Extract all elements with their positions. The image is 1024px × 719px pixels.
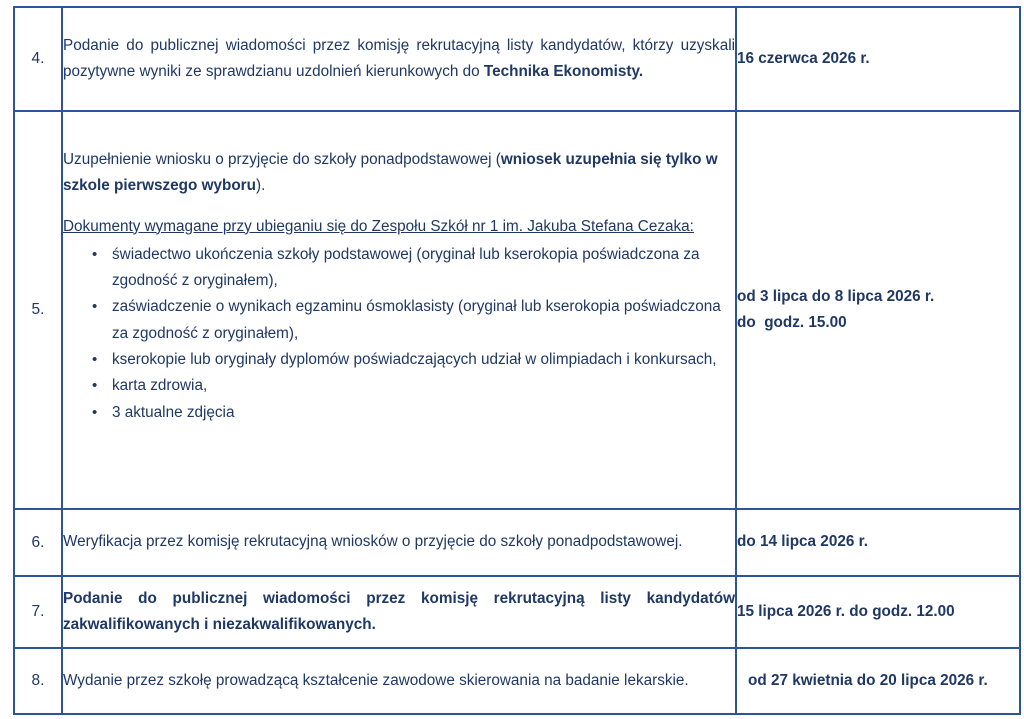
row-number-cell: [14, 576, 62, 648]
row-number: 7.: [31, 603, 45, 620]
row-number: 5.: [31, 301, 45, 318]
list-item-text: zaświadczenie o wynikach egzaminu ósmoklasisty (oryginał lub kserokopia poświadczona za zgodność z oryginałem),: [112, 298, 721, 342]
list-item-text: świadectwo ukończenia szkoły podstawowej (oryginał lub kserokopia poświadczona za zgodność z oryginałem),: [112, 245, 700, 290]
lead-segment-bold: wniosek uzupełnia się tylko w szkole pierwszego wyboru: [63, 151, 718, 195]
row-date-cell: [736, 7, 1020, 111]
row-description-text: Weryfikacja przez komisję rekrutacyjną wniosków o przyjęcie do szkoły ponadpodstawowej.: [63, 533, 683, 551]
list-item: [63, 347, 735, 373]
row-description-cell: [62, 509, 736, 576]
row-date-line-1: od 3 lipca do 8 lipca 2026 r.: [737, 287, 935, 305]
list-item: [63, 400, 735, 426]
list-item: [63, 242, 735, 295]
row-number: 8.: [31, 672, 45, 689]
lead-segment-plain-2: ).: [255, 177, 266, 195]
table-row: [14, 7, 1020, 111]
list-item: [63, 294, 735, 347]
row-number-cell: [14, 509, 62, 576]
recruitment-schedule-table: [13, 6, 1021, 715]
required-documents-list: [63, 242, 735, 426]
row-number-cell: [14, 7, 62, 111]
row-date-text: do 14 lipca 2026 r.: [737, 533, 868, 551]
row-date-cell: [736, 648, 1020, 714]
row5-content: [63, 143, 735, 432]
row5-documents-heading: [63, 214, 735, 240]
list-item-text: karta zdrowia,: [112, 377, 208, 395]
list-item: [63, 373, 735, 399]
row-date-cell: [736, 111, 1020, 509]
row-description-cell: [62, 576, 736, 648]
row-date-cell: [736, 576, 1020, 648]
list-item-text: kserokopie lub oryginały dyplomów poświadczających udział w olimpiadach i konkursach,: [112, 351, 717, 369]
row5-lead-paragraph: [63, 147, 735, 200]
row-description-cell: [62, 7, 736, 111]
row-description-text: Wydanie przez szkołę prowadzącą kształcenie zawodowe skierowania na badanie lekarskie.: [63, 671, 689, 689]
row-description-cell: [62, 648, 736, 714]
row-description-text: [63, 33, 735, 86]
table-row: [14, 576, 1020, 648]
row-number-cell: [14, 648, 62, 714]
row-description-cell: [62, 111, 736, 509]
table-row: [14, 111, 1020, 509]
row-description-text: Podanie do publicznej wiadomości przez komisję rekrutacyjną listy kandydatów zakwalifikowanych i niezakwalifikowanych.: [63, 589, 735, 633]
list-item-text: 3 aktualne zdjęcia: [112, 403, 235, 421]
row-date-line-2: do godz. 15.00: [737, 314, 847, 331]
table-row: [14, 648, 1020, 714]
lead-segment-plain-1: Uzupełnienie wniosku o przyjęcie do szkoły ponadpodstawowej (: [63, 151, 501, 168]
row-date-text: 16 czerwca 2026 r.: [737, 49, 870, 67]
desc-segment-plain: Podanie do publicznej wiadomości przez komisję rekrutacyjną listy kandydatów, którzy uzyskali pozytywne wyniki ze sprawdzianu uzdolnień kierunkowych do: [63, 36, 735, 80]
row-date-text: od 27 kwietnia do 20 lipca 2026 r.: [748, 671, 988, 689]
table-row: [14, 509, 1020, 576]
desc-segment-bold: Technika Ekonomisty.: [483, 63, 644, 80]
row-number-cell: [14, 111, 62, 509]
row-number: 4.: [31, 50, 45, 67]
documents-heading-text: Dokumenty wymagane przy ubieganiu się do Zespołu Szkół nr 1 im. Jakuba Stefana Cezaka:: [63, 217, 694, 235]
row-date-cell: [736, 509, 1020, 576]
row-date-text: 15 lipca 2026 r. do godz. 12.00: [737, 602, 955, 620]
row-number: 6.: [31, 533, 45, 551]
